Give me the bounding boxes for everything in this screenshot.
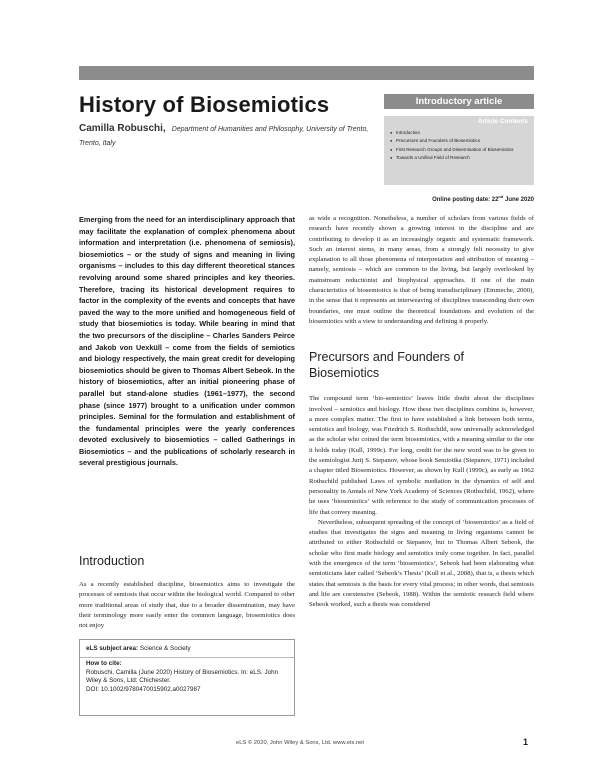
contents-item[interactable]: ● Towards a Unified Field of Research — [390, 155, 530, 161]
doi-text[interactable]: DOI: 10.1002/9780470015902.a0027987 — [86, 686, 201, 694]
abstract: Emerging from the need for an interdisciplinary approach that may facilitate the explanation of complex phenomena about information and interpretation (i.e. phenomena of semiosis), biosemiotics – or the study of signs and meaning in living organisms – includes to this day different theoretical stances revolving around some shared principles and key theories. Therefore, tracing its historical development requires to factor in the complexity of the events and concepts that have paved the way to the more unified and homogeneous field of study that biosemiotics is today. While bearing in mind that the two precursors of the discipline – Charles Sanders Peirce and Jakob von Uexküll – come from the fields of semiotics and biology respectively, the main great credit for developing biosemiotics should be given to Thomas Albert Sebeok. In the history of biosemiotics, after an initial pioneering phase of parallel but stand-alone studies (1961–1977), the second phase (since 1977) brought to a unification under common principles. Seminal for the formulation and establishment of the fundamental principles were the yearly conferences devoted exclusively to biosemiotics – called Gatherings in Biosemiotics – and the publications of scholarly research in several prestigious journals. — [79, 215, 295, 468]
cite-text: Robuschi, Camilla (June 2020) History of Biosemiotics. In: eLS. John Wiley & Sons, Ltd: Chichester. — [86, 668, 279, 685]
subject-label: eLS subject area: — [86, 645, 139, 652]
body-paragraph: Nevertheless, subsequent spreading of the concept of ‘biosemiotics’ as a field of studies that investigates the signs and meaning in living organisms cannot be attributed to either Rothschild or Stepanov, but to Thomas Albert Sebeok, the scholar who first made biology and semiotics truly come together. In fact, parallel with the emergence of the term ‘biosemiotics’, Sebeok had been elaborating what semioticians later called ‘Sebeok’s Thesis’ (Kull et al., 2008), that is, a thesis which states that semiosis is the basis for every vital process; in other words, that semiosis and life are coextensive (Sebeok, 1988). Within the semiotic research field where Sebeok worked, such a thesis was considered — [309, 518, 534, 609]
posting-ordinal: nd — [498, 194, 504, 199]
author-line — [79, 122, 369, 151]
footer-copyright: eLS © 2020, John Wiley & Sons, Ltd. www.els.net — [235, 740, 364, 746]
contents-item[interactable]: ● First Research Groups and Dissemination of Biosemiotics — [390, 147, 530, 153]
header-bar — [79, 66, 534, 80]
right-column — [309, 214, 534, 611]
introduction-heading: Introduction — [79, 554, 145, 568]
introduction-text: As a recently established discipline, biosemiotics aims to investigate the processes of semiosis that occur within the biological world. Compared to other more traditional areas of study that, due to a broader dissemination, may have their terminology more easily enter the common language, biosemiotics does not enjoy — [79, 581, 295, 630]
contents-item[interactable]: ● Introduction — [390, 130, 530, 136]
article-title: History of Biosemiotics — [79, 92, 330, 117]
body-paragraph: as wide a recognition. Nonetheless, a number of scholars from various fields of research have recently shown a growing interest in the discipline and are contributing to develop it as an increasingly organic and systematic framework. Such an interest stems, in many areas, from a strongly felt necessity to give explanation to all those phenomena of interpretation and attribution of meaning – namely, semiosis – which are common to the living, but largely overlooked by mainstream reductionist and biophysical approaches. If one of the main characteristics of biosemiotics is that of being transdisciplinary (Emmeche, 2000), in the sense that it represents an interweaving of disciplines transcending their own boundaries, one must outline the theoretical foundations and evolution of the biosemiotics with a view to understanding and defining it properly. — [309, 215, 534, 325]
contents-list — [390, 130, 530, 164]
author-name: Camilla Robuschi, — [79, 123, 166, 134]
body-paragraph: The compound term ‘bio-semiotics’ leaves little doubt about the disciplines involved – semiotics and biology. How these two disciplines combine is, however, a more complex matter. The first to have established a link between both terms, semiotics and biology, was Friedrich S. Rothschild, now universally acknowledged as the scholar who coined the term biosemiotics, with a meaning similar to the one it holds today (Kull, 1999c). For long, credit for the new word was to be given to the semiologist Jurij S. Stepanov, whose book Semiotika (Stepanov, 1971) included a chapter titled Biosemiotics. However, as shown by Kull (1999c), as early as 1962 Rothschild published Laws of symbolic mediation in the dynamics of self and personality in Annals of New York Academy of Sciences (Rothschild, 1962), where he uses ‘biosemiotics’ with reference to the study of communication processes of life that convey meaning. — [309, 395, 534, 516]
posting-month-year: June 2020 — [503, 197, 534, 203]
contents-item[interactable]: ● Precursors and Founders of Biosemiotics — [390, 138, 530, 144]
cite-label: How to cite: — [86, 659, 122, 667]
posting-date — [432, 194, 534, 203]
section-heading: Precursors and Founders of Biosemiotics — [309, 350, 464, 381]
article-type-label: Introductory article — [384, 94, 534, 109]
subject-value: Science & Society — [139, 645, 191, 652]
posting-label: Online posting date: 22 — [432, 197, 499, 203]
divider — [80, 657, 294, 658]
citation-box — [79, 639, 295, 716]
subject-area — [86, 645, 288, 654]
contents-heading: Article Contents — [477, 118, 528, 125]
article-contents-box — [384, 116, 534, 185]
author-affiliation: Department of Humanities and Philosophy, University of Trento, Trento, Italy — [79, 126, 369, 147]
page-number: 1 — [523, 737, 529, 747]
